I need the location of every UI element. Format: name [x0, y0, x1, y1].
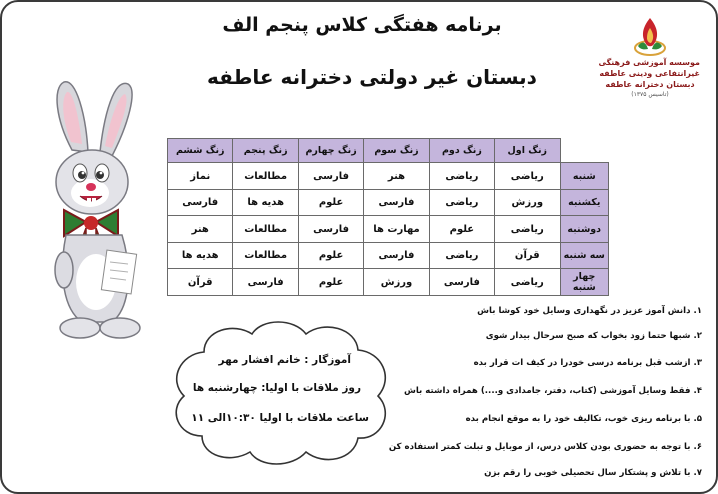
- table-cell: مطالعات: [233, 216, 298, 243]
- meeting-day: روز ملاقات با اولیا: چهارشنبه ها: [192, 382, 361, 394]
- logo-text-1: موسسه آموزشی فرهنگی: [598, 58, 700, 67]
- table-cell: فارسی: [168, 189, 233, 216]
- meeting-time: ساعت ملاقات با اولیا ۱۰:۳۰الی ۱۱: [191, 412, 369, 424]
- day-label: شنبه: [560, 163, 609, 190]
- period-header: زنگ چهارم: [298, 139, 363, 163]
- period-header: زنگ ششم: [168, 139, 233, 163]
- page-title: برنامه هفتگی کلاس پنجم الف: [222, 14, 502, 36]
- table-header-row: [168, 139, 609, 163]
- table-corner: [560, 139, 609, 163]
- table-cell: ریاضی: [495, 163, 560, 190]
- rule-item: ۳. ازشب قبل برنامه درسی خودرا در کیف ات قرار بده: [473, 358, 702, 368]
- period-header: زنگ اول: [495, 139, 560, 163]
- rule-item: ۴. فقط وسایل آموزشی (کتاب، دفتر، جامدادی و....) همراه داشته باش: [403, 386, 702, 396]
- rule-item: ۱. دانش آموز عزیز در نگهداری وسایل خود کوشا باش: [477, 306, 702, 316]
- day-label: چهار شنبه: [560, 269, 609, 296]
- table-cell: علوم: [429, 216, 494, 243]
- table-cell: ریاضی: [495, 269, 560, 296]
- period-header: زنگ سوم: [364, 139, 429, 163]
- table-row: [168, 163, 609, 190]
- teacher-info-cloud: [164, 312, 399, 472]
- table-cell: ورزش: [364, 269, 429, 296]
- table-cell: ریاضی: [429, 242, 494, 269]
- table-cell: ریاضی: [429, 163, 494, 190]
- table-cell: مهارت ها: [364, 216, 429, 243]
- table-row: [168, 189, 609, 216]
- table-cell: فارسی: [364, 242, 429, 269]
- weekly-schedule-table: [167, 138, 609, 296]
- table-cell: فارسی: [364, 189, 429, 216]
- rule-item: ۶. با توجه به حضوری بودن کلاس درس، از موبایل و تبلت کمتر استفاده کن: [388, 442, 702, 452]
- table-cell: علوم: [298, 242, 363, 269]
- school-name: دبستان غیر دولتی دخترانه عاطفه: [207, 65, 537, 89]
- logo-text-2: غیرانتفاعی ودینی عاطفه: [599, 69, 700, 78]
- table-row: [168, 216, 609, 243]
- table-cell: فارسی: [233, 269, 298, 296]
- rule-item: ۲. شبها حتما زود بخواب که صبح سرحال بیدار شوی: [485, 331, 702, 341]
- logo-text-3: دبستان دخترانه عاطفه: [605, 80, 695, 89]
- table-cell: قرآن: [168, 269, 233, 296]
- table-cell: فارسی: [298, 216, 363, 243]
- day-label: دوشنبه: [560, 216, 609, 243]
- table-cell: علوم: [298, 189, 363, 216]
- table-cell: علوم: [298, 269, 363, 296]
- table-cell: نماز: [168, 163, 233, 190]
- period-header: زنگ پنجم: [233, 139, 298, 163]
- table-cell: هنر: [168, 216, 233, 243]
- table-cell: مطالعات: [233, 163, 298, 190]
- teacher-name: آموزگار : خانم افشار مهر: [218, 354, 351, 366]
- table-row: [168, 269, 609, 296]
- bunny-illustration: [42, 70, 162, 345]
- period-header: زنگ دوم: [429, 139, 494, 163]
- rule-item: ۵. با برنامه ریزی خوب، تکالیف خود را به موقع انجام بده: [465, 414, 702, 424]
- day-label: یکشنبه: [560, 189, 609, 216]
- table-cell: فارسی: [298, 163, 363, 190]
- flame-emblem-icon: [632, 16, 668, 58]
- day-label: سه شنبه: [560, 242, 609, 269]
- table-row: [168, 242, 609, 269]
- logo-text-4: (تاسیس ۱۳۷۵): [631, 91, 669, 98]
- school-logo: [600, 16, 700, 108]
- table-cell: هدیه ها: [233, 189, 298, 216]
- table-cell: فارسی: [429, 269, 494, 296]
- table-cell: هنر: [364, 163, 429, 190]
- table-cell: مطالعات: [233, 242, 298, 269]
- table-cell: هدیه ها: [168, 242, 233, 269]
- table-cell: قرآن: [495, 242, 560, 269]
- table-cell: ریاضی: [495, 216, 560, 243]
- table-cell: ریاضی: [429, 189, 494, 216]
- table-cell: ورزش: [495, 189, 560, 216]
- rule-item: ۷. با تلاش و پشتکار سال تحصیلی خوبی را رقم بزن: [484, 468, 702, 478]
